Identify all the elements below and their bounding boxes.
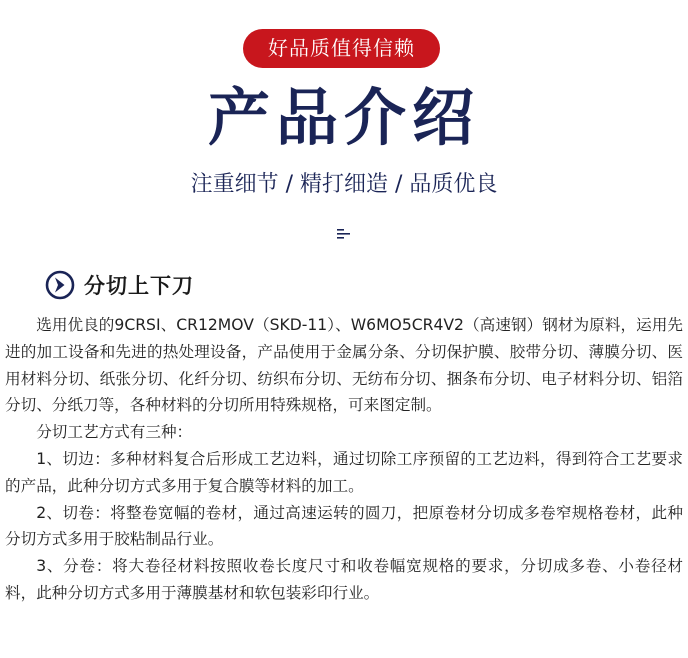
page-subtitle: 注重细节 / 精打细造 / 品质优良 (190, 172, 498, 197)
method-item-edge-trim: 1、切边：多种材料复合后形成工艺边料，通过切除工序预留的工艺边料，得到符合工艺要求的产品，此种分切方式多用于复合膜等材料的加工。 (5, 449, 683, 495)
divider-bars-icon (337, 228, 351, 240)
product-description (5, 312, 683, 607)
methods-heading: 分切工艺方式有三种： (36, 423, 193, 442)
method-item-rewind: 3、分卷：将大卷径材料按照收卷长度尺寸和收卷幅宽规格的要求，分切成多卷、小卷径材料，此种分切方式多用于薄膜基材和软包装彩印行业。 (5, 557, 683, 602)
slogan-badge: 好品质值得信赖 (243, 29, 440, 68)
intro-paragraph: 选用优良的9CRSI、CR12MOV（SKD-11）、W6MO5CR4V2（高速钢）钢材为原料，运用先进的加工设备和先进的热处理设备，产品使用于金属分条、分切保护膜、胶带分切、薄膜分切、医用材料分切、纸张分切、化纤分切、纺织布分切、无纺布分切、捆条布分切、电子材料分切、铝箔分切、分纸刀等，各种材料的分切所用特殊规格，可来图定制。 (5, 316, 683, 415)
page-title: 产品介绍 (207, 81, 480, 154)
section-header (45, 268, 194, 302)
chevron-right-circle-icon (45, 270, 75, 300)
method-item-roll-cut: 2、切卷：将整卷宽幅的卷材，通过高速运转的圆刀，把原卷材分切成多卷窄规格卷材，此种分切方式多用于胶粘制品行业。 (5, 503, 683, 549)
section-title: 分切上下刀 (84, 274, 194, 298)
